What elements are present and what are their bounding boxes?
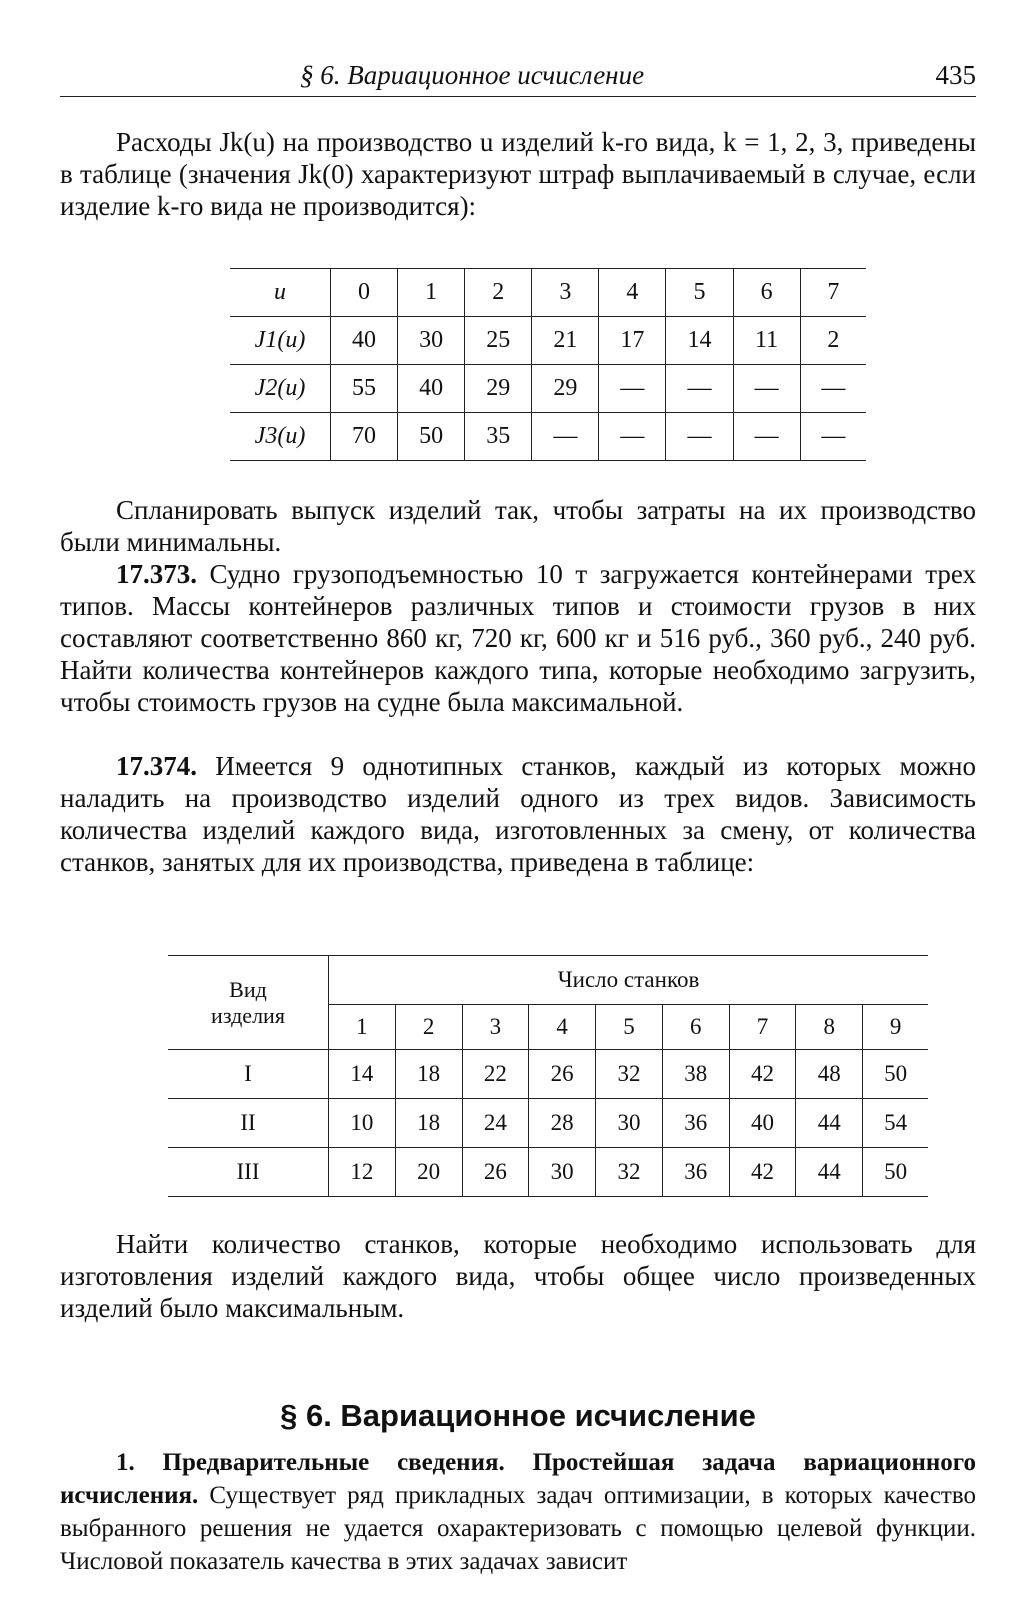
group-header-cell: Число станков xyxy=(329,956,929,1005)
table-header-cell: 1 xyxy=(329,1005,396,1050)
table-cell: 29 xyxy=(465,365,532,413)
subsection-paragraph xyxy=(60,1446,976,1578)
table-header-cell: u xyxy=(230,269,331,317)
problem-text: Имеется 9 однотипных станков, каждый из которых можно наладить на производство изделий одного из трех видов. Зависимость количества изделий каждого вида, изготовленных за смену, от количества станков, занятых для их производства, приведена в таблице: xyxy=(60,751,976,877)
subsection-text: Существует ряд прикладных задач оптимизации, в которых качество выбранного решения не удается охарактеризовать с помощью целевой функции. Числовой показатель качества в этих задачах зависит xyxy=(60,1482,976,1575)
table-cell: 30 xyxy=(398,317,465,365)
table-cell: 17 xyxy=(599,317,666,365)
table-cell: 35 xyxy=(465,413,532,461)
row-header-line: изделия xyxy=(211,1002,285,1028)
table-cell: — xyxy=(800,365,866,413)
row-label: J3(u) xyxy=(230,413,331,461)
table-cell: 11 xyxy=(733,317,800,365)
table-row xyxy=(168,1050,928,1099)
table-cell: 32 xyxy=(596,1050,663,1099)
table-header-cell: 3 xyxy=(532,269,599,317)
problem-374 xyxy=(60,750,976,878)
table-cell: 42 xyxy=(729,1148,796,1197)
table-cell: 40 xyxy=(398,365,465,413)
table-header-cell: 9 xyxy=(863,1005,928,1050)
table-cell: 2 xyxy=(800,317,866,365)
table-cell: 14 xyxy=(666,317,733,365)
table-cell: 42 xyxy=(729,1050,796,1099)
row-label: J1(u) xyxy=(230,317,331,365)
table-cell: 44 xyxy=(796,1148,863,1197)
table-cell: 70 xyxy=(331,413,398,461)
table-cell: 50 xyxy=(863,1148,928,1197)
table-cell: 20 xyxy=(395,1148,462,1197)
after-table1-paragraph: Спланировать выпуск изделий так, чтобы затраты на их производство были минимальны. xyxy=(60,495,976,557)
table-group-header-row xyxy=(168,956,928,1005)
problem-373 xyxy=(60,558,976,718)
table-cell: 26 xyxy=(529,1050,596,1099)
table-header-cell: 0 xyxy=(331,269,398,317)
table-cell: 40 xyxy=(729,1099,796,1148)
book-page xyxy=(60,0,976,1600)
table-cell: 21 xyxy=(532,317,599,365)
table-cell: 14 xyxy=(329,1050,396,1099)
table-cell: — xyxy=(666,365,733,413)
table-header-cell: 6 xyxy=(662,1005,729,1050)
table-header-cell: 2 xyxy=(395,1005,462,1050)
table-header-cell: 8 xyxy=(796,1005,863,1050)
table-header-cell: 4 xyxy=(599,269,666,317)
table-header-cell: 4 xyxy=(529,1005,596,1050)
page-number: 435 xyxy=(935,60,976,90)
table-header-row xyxy=(230,269,866,317)
table-cell: — xyxy=(532,413,599,461)
row-header-cell xyxy=(168,956,329,1050)
table-row xyxy=(168,1148,928,1197)
problem-number: 17.374. xyxy=(116,751,197,781)
table-cell: 25 xyxy=(465,317,532,365)
table-header-cell: 5 xyxy=(596,1005,663,1050)
table-cell: 36 xyxy=(662,1148,729,1197)
table-cell: 18 xyxy=(395,1099,462,1148)
table-cell: 30 xyxy=(596,1099,663,1148)
running-header-title: § 6. Вариационное исчисление xyxy=(300,60,645,90)
problem-number: 17.373. xyxy=(116,559,197,589)
table-cell: 29 xyxy=(532,365,599,413)
intro-paragraph: Расходы Jk(u) на производство u изделий k-го вида, k = 1, 2, 3, приведены в таблице (значения Jk(0) характеризуют штраф выплачиваемый в случае, если изделие k-го вида не производится): xyxy=(60,127,976,221)
table-header-cell: 3 xyxy=(462,1005,529,1050)
running-header xyxy=(60,58,976,97)
table-header-cell: 7 xyxy=(729,1005,796,1050)
table-header-cell: 6 xyxy=(733,269,800,317)
table-cell: — xyxy=(800,413,866,461)
table-row xyxy=(230,317,866,365)
table-cell: 44 xyxy=(796,1099,863,1148)
table-cell: 12 xyxy=(329,1148,396,1197)
table-row xyxy=(230,413,866,461)
machines-table xyxy=(168,955,928,1197)
table-cell: 24 xyxy=(462,1099,529,1148)
row-label: III xyxy=(168,1148,329,1197)
table-row xyxy=(168,1099,928,1148)
table-row xyxy=(230,365,866,413)
table-cell: 55 xyxy=(331,365,398,413)
row-label: II xyxy=(168,1099,329,1148)
table-cell: 32 xyxy=(596,1148,663,1197)
row-header-line: Вид xyxy=(229,976,267,1002)
table-cell: 50 xyxy=(863,1050,928,1099)
table-cell: 26 xyxy=(462,1148,529,1197)
table-cell: — xyxy=(733,413,800,461)
table-cell: — xyxy=(599,413,666,461)
table-header-cell: 1 xyxy=(398,269,465,317)
table-cell: — xyxy=(733,365,800,413)
problem-text: Судно грузоподъемностью 10 т загружается контейнерами трех типов. Массы контейнеров различных типов и стоимости грузов в них составляют соответственно 860 кг, 720 кг, 600 кг и 516 руб., 360 руб., 240 руб. Найти количества контейнеров каждого типа, которые необходимо загрузить, чтобы стоимость грузов на судне была максимальной. xyxy=(60,559,977,717)
table-cell: 38 xyxy=(662,1050,729,1099)
table-header-cell: 5 xyxy=(666,269,733,317)
table-cell: 28 xyxy=(529,1099,596,1148)
table-cell: 30 xyxy=(529,1148,596,1197)
table-cell: 54 xyxy=(863,1099,928,1148)
table-cell: — xyxy=(599,365,666,413)
table-cell: 40 xyxy=(331,317,398,365)
costs-table xyxy=(230,268,866,461)
table-header-cell: 7 xyxy=(800,269,866,317)
subsection-heading: 1. Предварительные сведения. Простейшая задача вариационного исчисления. xyxy=(60,1449,976,1509)
table-cell: 18 xyxy=(395,1050,462,1099)
after-table2-paragraph: Найти количество станков, которые необходимо использовать для изготовления изделий каждого вида, чтобы общее число произведенных изделий было максимальным. xyxy=(60,1229,976,1323)
table-cell: 10 xyxy=(329,1099,396,1148)
section-title: § 6. Вариационное исчисление xyxy=(280,1398,756,1433)
table-cell: 48 xyxy=(796,1050,863,1099)
table-cell: 50 xyxy=(398,413,465,461)
row-label: J2(u) xyxy=(230,365,331,413)
row-label: I xyxy=(168,1050,329,1099)
table-cell: — xyxy=(666,413,733,461)
table-cell: 36 xyxy=(662,1099,729,1148)
table-cell: 22 xyxy=(462,1050,529,1099)
table-header-cell: 2 xyxy=(465,269,532,317)
